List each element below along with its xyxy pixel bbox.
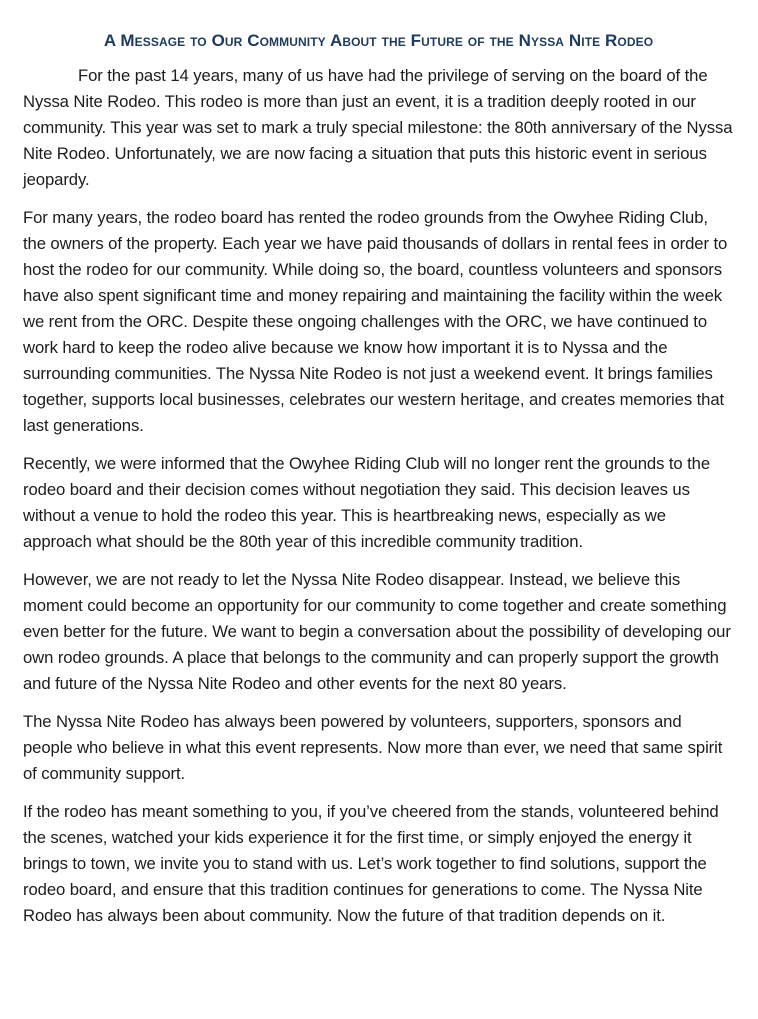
paragraph-call-to-action: If the rodeo has meant something to you, if you’ve cheered from the stands, volunteered behind the scenes, watched your kids experience it for the first time, or simply enjoyed the energy it brings to town, we invite you to stand with us. Let’s work together to find solutions, support the rodeo board, and ensure that this tradition continues for generations to come. The Nyssa Nite Rodeo has always been about community. Now the future of that tradition depends on it. <box>23 802 719 925</box>
paragraph-new-grounds: However, we are not ready to let the Nyssa Nite Rodeo disappear. Instead, we believe this moment could become an opportunity for our community to come together and create something even better for the future. We want to begin a conversation about the possibility of developing our own rodeo grounds. A place that belongs to the community and can properly support the growth and future of the Nyssa Nite Rodeo and other events for the next 80 years. <box>23 570 731 693</box>
paragraph-rental-history: For many years, the rodeo board has rented the rodeo grounds from the Owyhee Riding Club, the owners of the property. Each year we have paid thousands of dollars in rental fees in order to host the rodeo for our community. While doing so, the board, countless volunteers and sponsors have also spent significant time and money repairing and maintaining the facility within the week we rent from the ORC. Despite these ongoing challenges with the ORC, we have continued to work hard to keep the rodeo alive because we know how important it is to Nyssa and the surrounding communities. The Nyssa Nite Rodeo is not just a weekend event. It brings families together, supports local businesses, celebrates our western heritage, and creates memories that last generations. <box>23 208 728 435</box>
paragraph-intro: For the past 14 years, many of us have had the privilege of serving on the board of the Nyssa Nite Rodeo. This rodeo is more than just an event, it is a tradition deeply rooted in our community. This year was set to mark a truly special milestone: the 80th anniversary of the Nyssa Nite Rodeo. Unfortunately, we are now facing a situation that puts this historic event in serious jeopardy. <box>23 66 733 189</box>
paragraph-community-support: The Nyssa Nite Rodeo has always been powered by volunteers, supporters, sponsors and people who believe in what this event represents. Now more than ever, we need that same spirit of community support. <box>23 712 723 783</box>
page-title: A Message to Our Community About the Future of the Nyssa Nite Rodeo <box>103 31 654 50</box>
paragraph-lease-ended: Recently, we were informed that the Owyhee Riding Club will no longer rent the grounds to the rodeo board and their decision comes without negotiation they said. This decision leaves us without a venue to hold the rodeo this year. This is heartbreaking news, especially as we approach what should be the 80th year of this incredible community tradition. <box>23 454 711 551</box>
